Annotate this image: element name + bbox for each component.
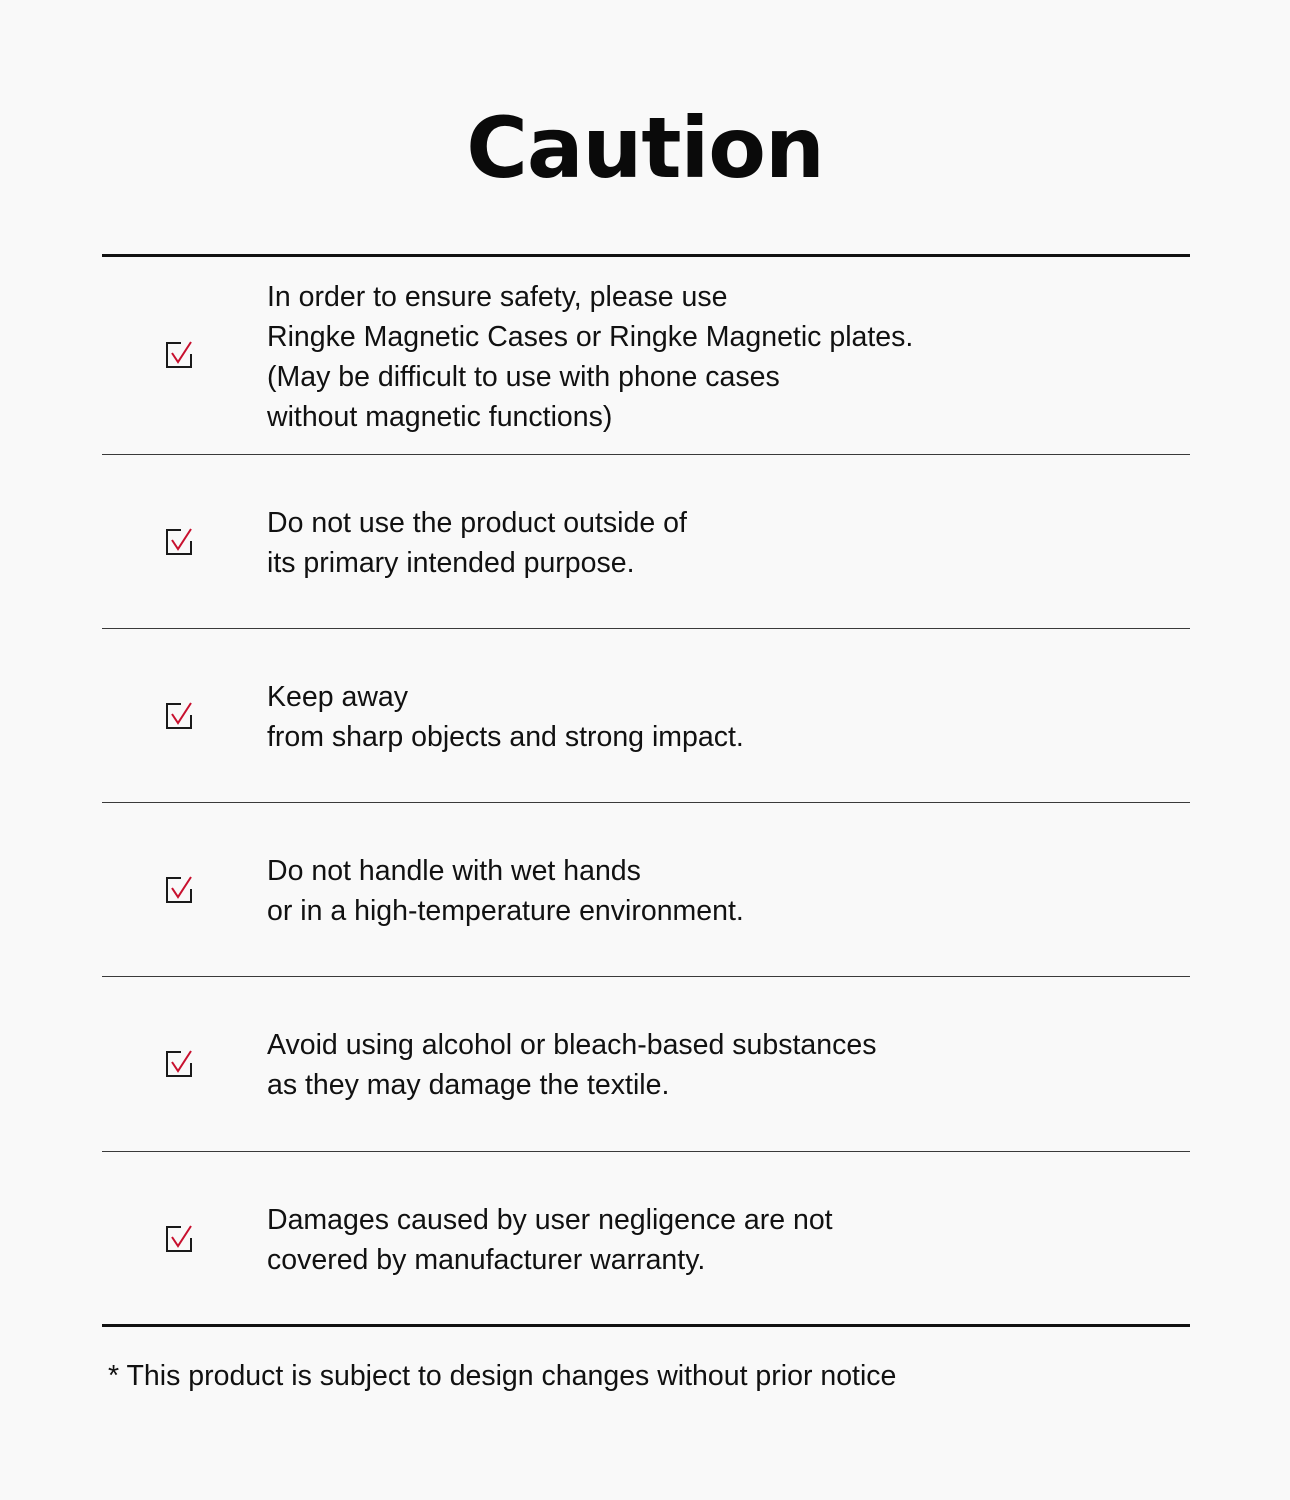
caution-text [267, 503, 1147, 583]
checkbox-checked-icon [164, 1224, 194, 1254]
footnote: * This product is subject to design changes without prior notice [108, 1360, 897, 1392]
caution-line: Damages caused by user negligence are not [267, 1204, 833, 1236]
checkbox-checked-icon [164, 340, 194, 370]
checkbox-checked-icon [164, 701, 194, 731]
caution-line: Do not handle with wet hands [267, 855, 641, 887]
bottom-divider [102, 1324, 1190, 1327]
caution-line: (May be difficult to use with phone cases [267, 361, 780, 393]
caution-line: covered by manufacturer warranty. [267, 1244, 706, 1276]
caution-item [102, 257, 1190, 454]
caution-line: Do not use the product outside of [267, 507, 687, 539]
caution-text [267, 1200, 1147, 1280]
caution-line: its primary intended purpose. [267, 547, 635, 579]
caution-line: Avoid using alcohol or bleach-based substances [267, 1029, 877, 1061]
checkbox-checked-icon [164, 1049, 194, 1079]
caution-item [102, 629, 1190, 802]
checkbox-checked-icon [164, 875, 194, 905]
caution-line: as they may damage the textile. [267, 1069, 670, 1101]
checkbox-checked-icon [164, 527, 194, 557]
caution-line: or in a high-temperature environment. [267, 895, 744, 927]
page-title: Caution [466, 99, 824, 197]
caution-text [267, 851, 1147, 931]
caution-item [102, 977, 1190, 1151]
caution-line: from sharp objects and strong impact. [267, 721, 744, 753]
caution-text [267, 677, 1147, 757]
caution-line: Keep away [267, 681, 409, 713]
caution-text [267, 1025, 1147, 1105]
caution-item [102, 1152, 1190, 1325]
caution-item [102, 803, 1190, 976]
caution-line: In order to ensure safety, please use [267, 281, 728, 313]
caution-line: Ringke Magnetic Cases or Ringke Magnetic plates. [267, 321, 914, 353]
caution-line: without magnetic functions) [267, 401, 613, 433]
caution-text [267, 277, 1147, 437]
caution-item [102, 455, 1190, 628]
